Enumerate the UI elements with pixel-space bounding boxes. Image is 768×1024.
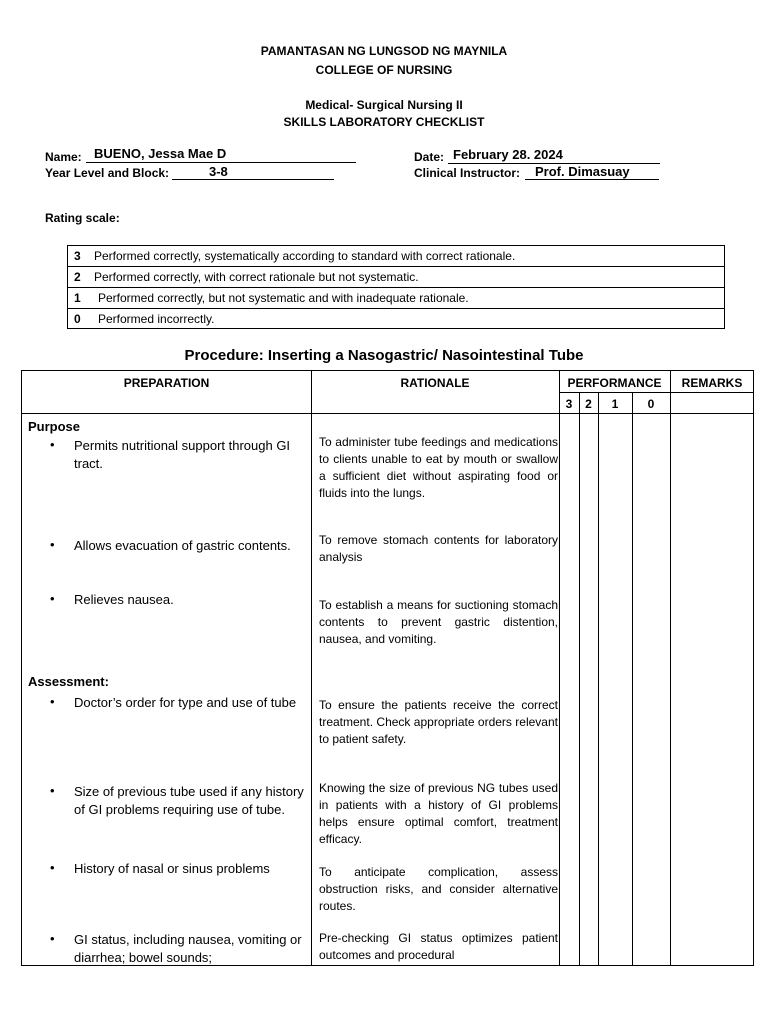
preparation-item: Allows evacuation of gastric contents. <box>74 538 291 553</box>
bullet: • <box>50 783 55 798</box>
rationale-item: To remove stomach contents for laboratory analysis <box>319 533 558 564</box>
preparation-item: History of nasal or sinus problems <box>74 861 270 876</box>
rationale-item: To anticipate complication, assess obstruction risks, and consider alternative routes. <box>319 865 558 913</box>
instructor-underline <box>525 179 659 180</box>
score-0: 0 <box>647 397 655 411</box>
preparation-item: Permits nutritional support through GI tract. <box>74 438 291 471</box>
bullet: • <box>50 437 55 452</box>
date-label: Date: <box>414 150 445 164</box>
rating-text: Performed incorrectly. <box>98 312 215 326</box>
rating-text: Performed correctly, systematically according to standard with correct rationale. <box>94 249 516 263</box>
score-2: 2 <box>585 397 592 411</box>
header-remarks: REMARKS <box>681 376 743 390</box>
rationale-item: Pre-checking GI status optimizes patient outcomes and procedural <box>319 931 558 962</box>
date-value: February 28. 2024 <box>453 147 563 162</box>
rating-number: 1 <box>74 291 81 305</box>
instructor-value: Prof. Dimasuay <box>535 164 630 179</box>
preparation-item: Size of previous tube used if any history of GI problems requiring use of tube. <box>74 784 304 817</box>
rating-scale-box <box>67 245 725 329</box>
rating-text: Performed correctly, with correct rationale but not systematic. <box>94 270 419 284</box>
rating-row <box>68 288 724 309</box>
header-rationale: RATIONALE <box>400 376 470 390</box>
checklist-table <box>21 370 754 966</box>
score-3: 3 <box>565 397 573 411</box>
procedure-title: Procedure: Inserting a Nasogastric/ Nasointestinal Tube <box>184 347 584 364</box>
course-title: Medical- Surgical Nursing II <box>305 98 463 112</box>
rationale-item: To administer tube feedings and medications to clients unable to eat by mouth or swallow a sufficient diet without aspirating food or fluids into the lungs. <box>319 435 558 500</box>
rating-text: Performed correctly, but not systematic and with inadequate rationale. <box>98 291 469 305</box>
checklist-title: SKILLS LABORATORY CHECKLIST <box>283 115 485 129</box>
bullet: • <box>50 860 55 875</box>
rating-row <box>68 309 724 328</box>
preparation-item: Doctor’s order for type and use of tube <box>74 695 297 710</box>
college-name: COLLEGE OF NURSING <box>315 63 453 77</box>
bullet: • <box>50 931 55 946</box>
score-1: 1 <box>611 397 619 411</box>
divider <box>632 392 633 965</box>
rating-scale-title: Rating scale: <box>45 211 120 225</box>
divider <box>670 371 671 965</box>
rating-row <box>68 246 724 267</box>
preparation-item: Relieves nausea. <box>74 592 174 607</box>
year-value: 3-8 <box>209 164 228 179</box>
rating-number: 2 <box>74 270 81 284</box>
university-name: PAMANTASAN NG LUNGSOD NG MAYNILA <box>260 44 508 58</box>
name-underline <box>86 162 356 163</box>
bullet: • <box>50 694 55 709</box>
rationale-item: To establish a means for suctioning stomach contents to prevent gastric distention, nausea, and vomiting. <box>319 598 558 646</box>
bullet: • <box>50 591 55 606</box>
divider <box>579 392 580 965</box>
rating-number: 3 <box>74 249 81 263</box>
rationale-item: To ensure the patients receive the correct treatment. Check appropriate orders relevant to patient safety. <box>319 698 558 746</box>
rating-number: 0 <box>74 312 81 326</box>
rationale-item: Knowing the size of previous NG tubes used in patients with a history of GI problems helps ensure optimal comfort, treatment efficacy. <box>319 781 558 846</box>
name-value: BUENO, Jessa Mae D <box>94 146 227 161</box>
rating-row <box>68 267 724 288</box>
year-label: Year Level and Block: <box>45 166 170 180</box>
section-assessment: Assessment: <box>28 674 109 689</box>
divider <box>559 392 754 393</box>
divider <box>598 392 599 965</box>
preparation-item: GI status, including nausea, vomiting or diarrhea; bowel sounds; <box>74 932 302 965</box>
header-performance: PERFORMANCE <box>567 376 662 390</box>
section-purpose: Purpose <box>28 419 81 434</box>
header-preparation: PREPARATION <box>123 376 210 390</box>
name-label: Name: <box>45 150 82 164</box>
bullet: • <box>50 537 55 552</box>
year-underline <box>172 179 334 180</box>
instructor-label: Clinical Instructor: <box>414 166 521 180</box>
divider <box>22 413 754 414</box>
divider <box>559 371 560 965</box>
